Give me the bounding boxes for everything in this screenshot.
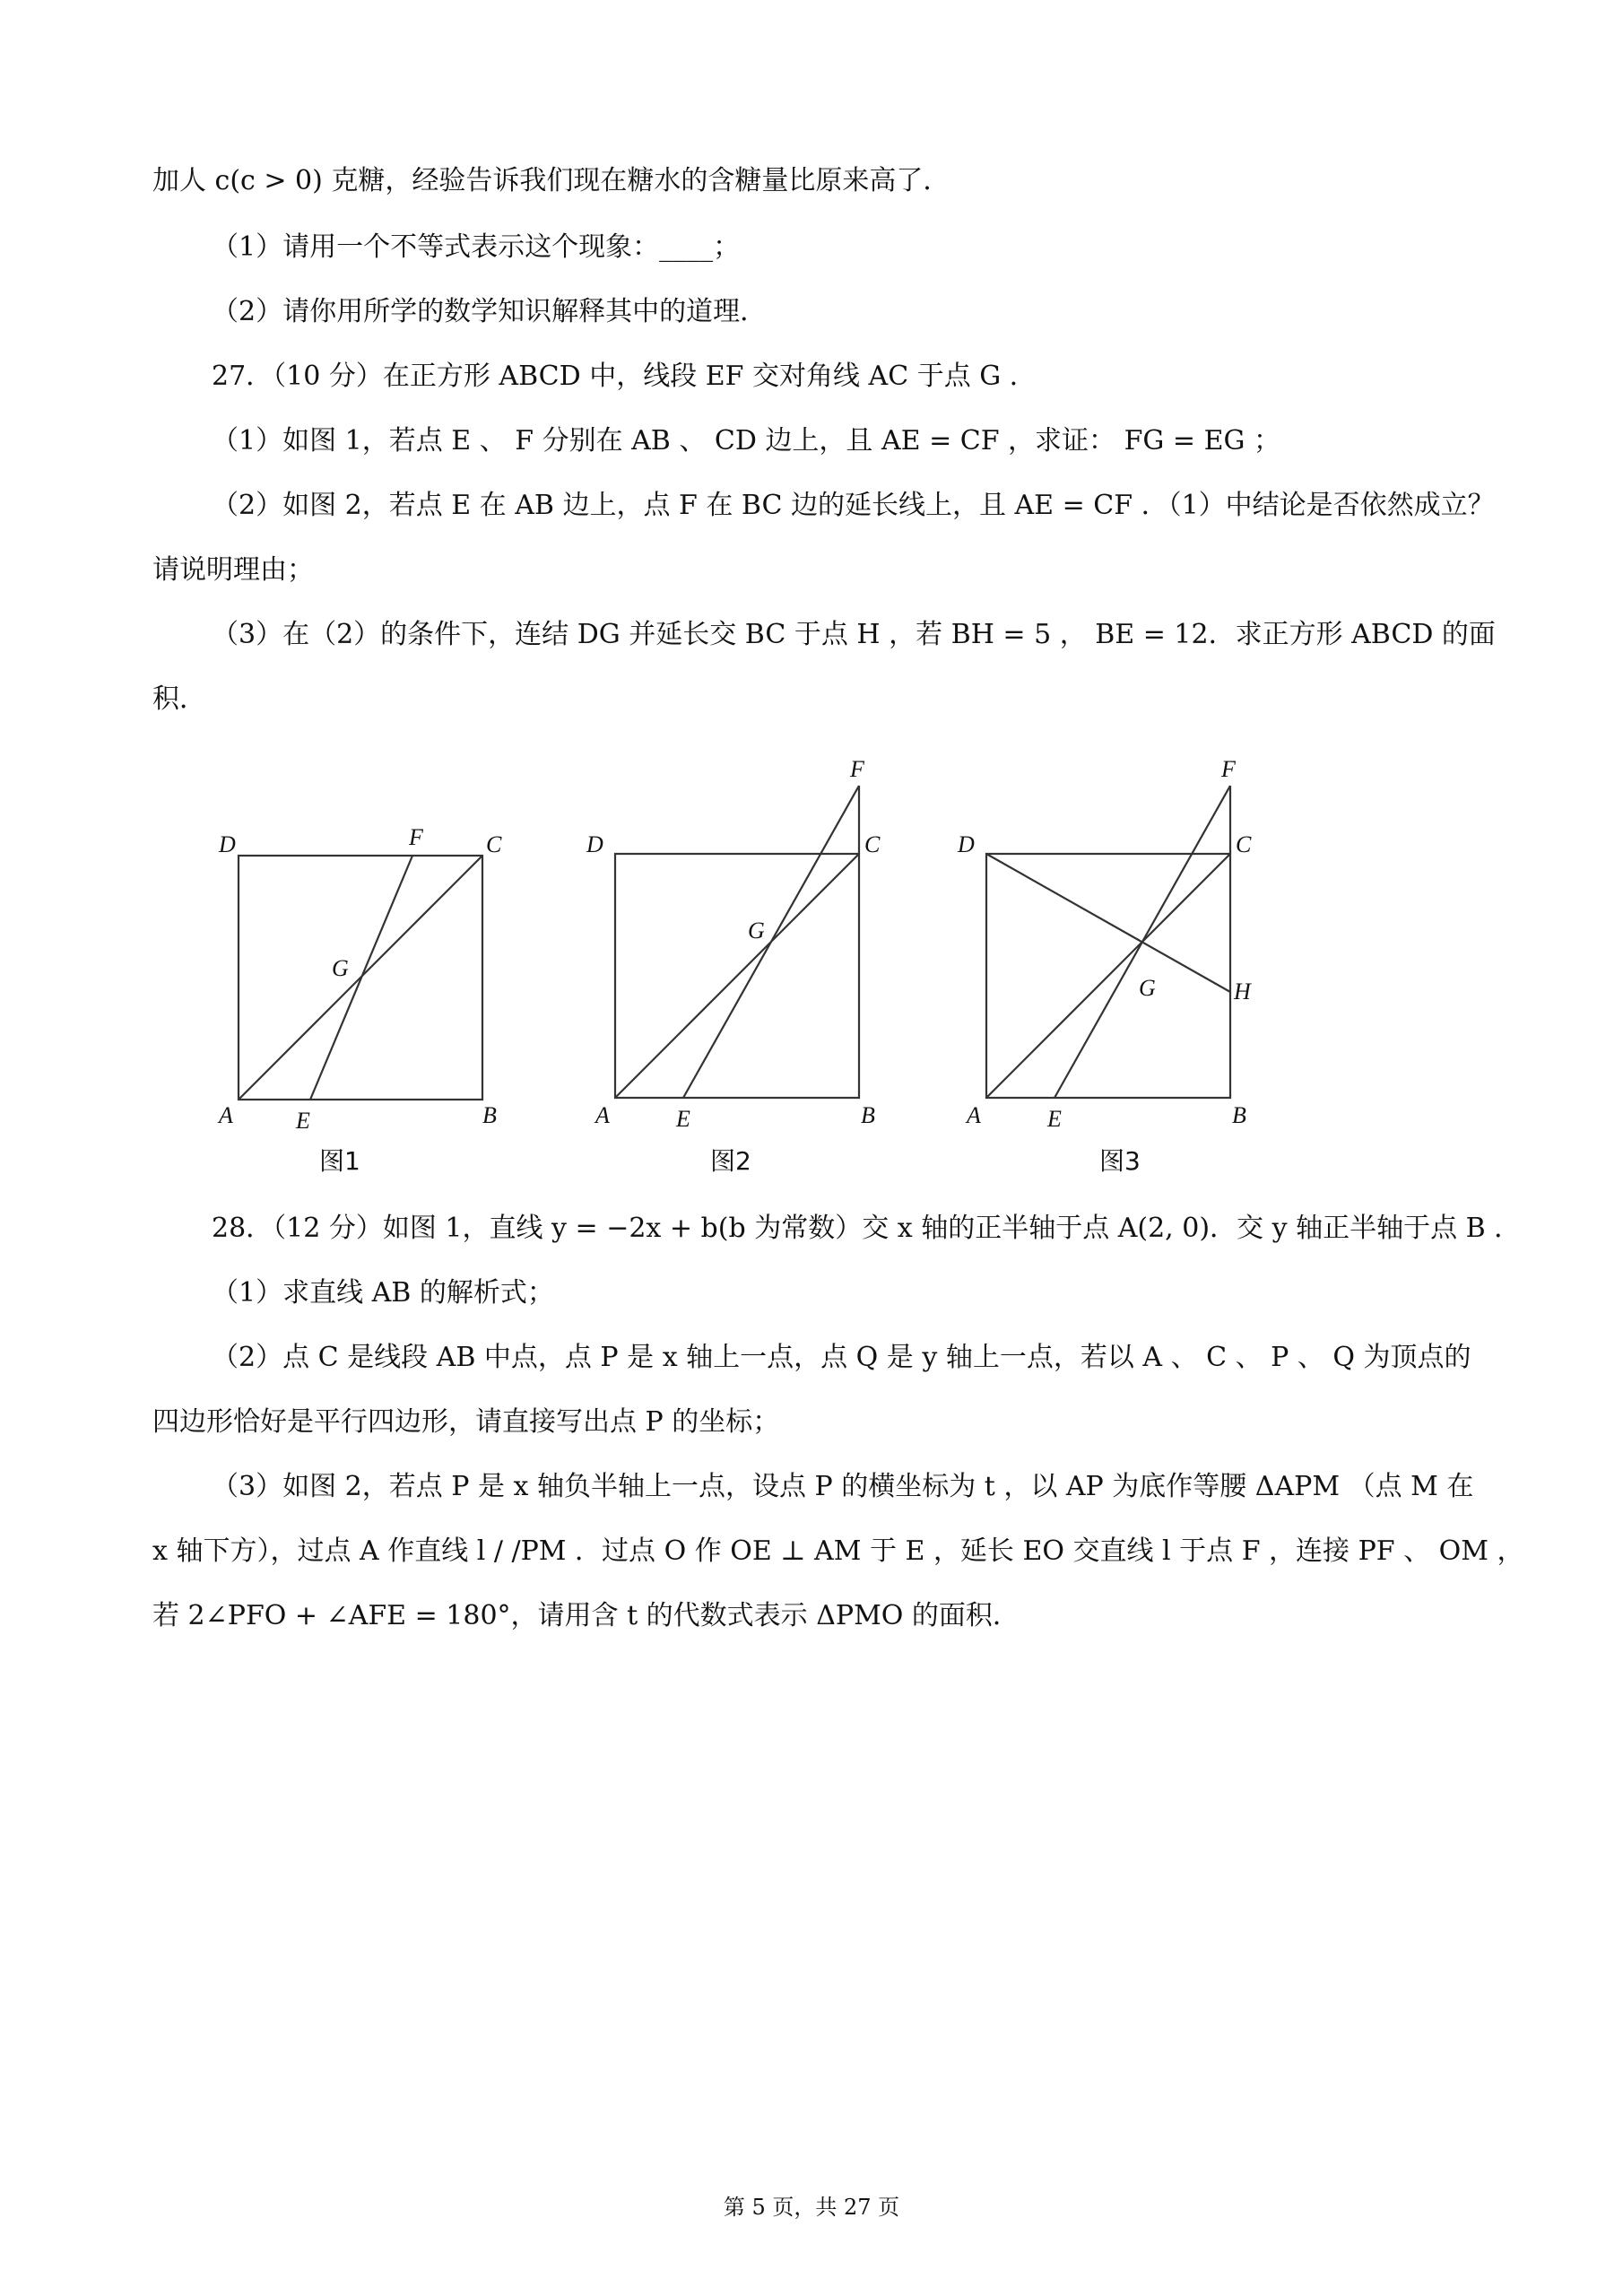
fig3-segment-dh	[986, 854, 1230, 992]
fig3-label-f: F	[1221, 756, 1236, 782]
fig1-label-a: A	[219, 1102, 233, 1128]
fig1-label-g: G	[332, 955, 349, 981]
fig2-segment-ef	[683, 786, 859, 1098]
fig2-diagonal-ac	[615, 854, 859, 1098]
question-27-heading: 27．（10 分）在正方形 ABCD 中，线段 EF 交对角线 AC 于点 G ．	[212, 361, 1037, 392]
question-27-part-2: （2）如图 2，若点 E 在 AB 边上，点 F 在 BC 边的延长线上，且 AE = CF ．（1）中结论是否依然成立？	[212, 490, 1495, 521]
fig2-label-b: B	[861, 1102, 875, 1128]
fig2-label-g: G	[748, 918, 765, 944]
figure-2-diagram	[615, 786, 859, 1098]
fig2-label-d: D	[586, 831, 603, 857]
fig2-label-e: E	[676, 1106, 690, 1132]
figures-row	[197, 735, 1291, 1184]
fig3-label-a: A	[967, 1102, 981, 1128]
fig2-label-f: F	[850, 756, 864, 782]
fig1-segment-ef	[310, 856, 412, 1100]
fig1-label-d: D	[219, 831, 236, 857]
fig3-label-g: G	[1139, 975, 1156, 1001]
question-28-part-1: （1）求直线 AB 的解析式；	[212, 1277, 554, 1309]
text-line-1: 加人 c(c > 0) 克糖，经验告诉我们现在糖水的含糖量比原来高了．	[152, 165, 950, 196]
geometry-figures	[197, 735, 1291, 1184]
fig2-label-a: A	[595, 1102, 610, 1128]
question-28-part-3: （3）如图 2，若点 P 是 x 轴负半轴上一点，设点 P 的横坐标为 t ，以 AP 为底作等腰 ΔAPM （点 M 在	[212, 1471, 1474, 1502]
question-27-part-3-cont: 积．	[152, 683, 206, 715]
fig2-caption: 图2	[710, 1146, 751, 1176]
fig3-label-b: B	[1232, 1102, 1246, 1128]
fig3-label-h: H	[1234, 978, 1251, 1004]
fig1-caption: 图1	[319, 1146, 360, 1176]
question-28-part-3-cont: x 轴下方），过点 A 作直线 l / /PM ．过点 O 作 OE ⊥ AM 于 E ，延长 EO 交直线 l 于点 F ，连接 PF 、 OM ，	[152, 1535, 1524, 1567]
question-27-part-2-cont: 请说明理由；	[152, 554, 314, 586]
figure-3-diagram	[986, 786, 1230, 1098]
question-27-part-3: （3）在（2）的条件下，连结 DG 并延长交 BC 于点 H ，若 BH = 5 ， BE = 12．求正方形 ABCD 的面	[212, 619, 1496, 650]
question-28-part-3-cont-2: 若 2∠PFO + ∠AFE = 180°，请用含 t 的代数式表示 ΔPMO 的面积．	[152, 1600, 1020, 1631]
text-line-2: （1）请用一个不等式表示这个现象：____；	[212, 231, 741, 263]
fig3-diagonal-ac	[986, 854, 1230, 1098]
figure-1-diagram	[239, 856, 482, 1100]
fig3-label-d: D	[958, 831, 975, 857]
fig2-label-c: C	[864, 831, 881, 857]
fig1-label-b: B	[482, 1102, 497, 1128]
question-28-part-2-cont: 四边形恰好是平行四边形，请直接写出点 P 的坐标；	[152, 1406, 780, 1438]
fig3-caption: 图3	[1099, 1146, 1141, 1176]
fig3-label-e: E	[1047, 1106, 1062, 1132]
fig3-label-c: C	[1236, 831, 1252, 857]
fig1-label-c: C	[486, 831, 502, 857]
fig1-label-e: E	[296, 1108, 310, 1134]
text-line-3: （2）请你用所学的数学知识解释其中的道理．	[212, 296, 768, 327]
question-28-heading: 28．（12 分）如图 1，直线 y = −2x + b(b 为常数）交 x 轴的正半轴于点 A(2, 0)．交 y 轴正半轴于点 B ．	[212, 1213, 1522, 1244]
page-footer: 第 5 页，共 27 页	[723, 2195, 900, 2220]
fig1-label-f: F	[409, 824, 423, 850]
question-28-part-2: （2）点 C 是线段 AB 中点，点 P 是 x 轴上一点，点 Q 是 y 轴上一点，若以 A 、 C 、 P 、 Q 为顶点的	[212, 1342, 1471, 1373]
question-27-part-1: （1）如图 1，若点 E 、 F 分别在 AB 、 CD 边上，且 AE = CF ，求证： FG = EG ；	[212, 425, 1280, 457]
